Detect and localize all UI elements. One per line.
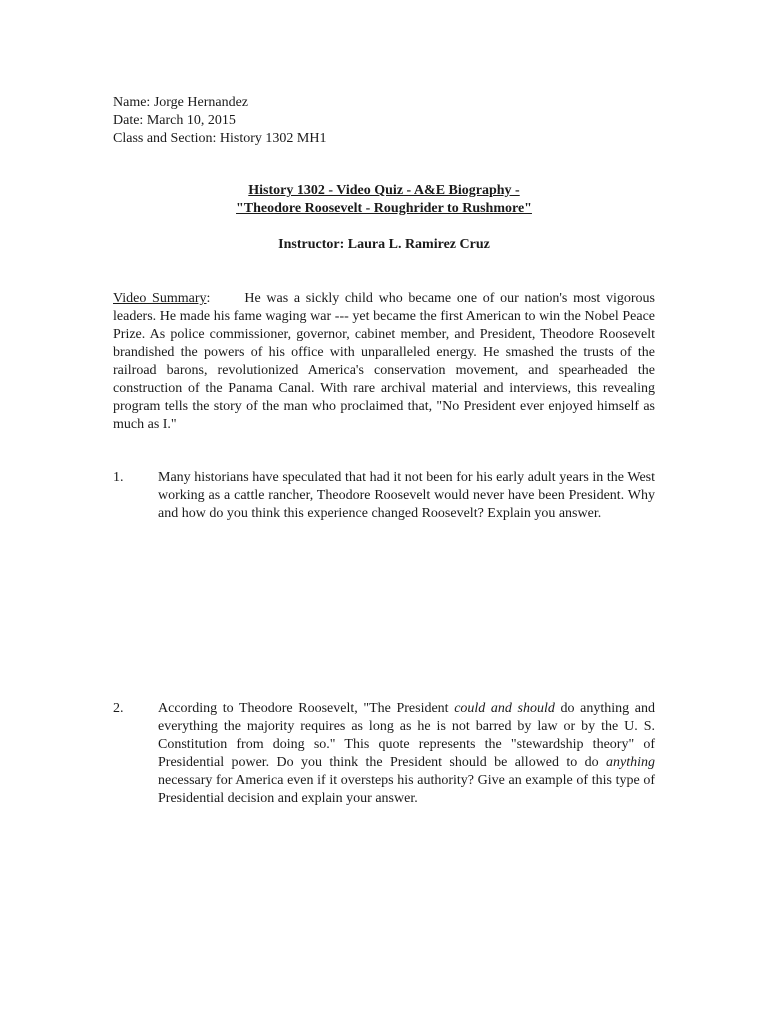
student-info — [113, 94, 673, 148]
question-number: 1. — [113, 470, 124, 485]
question-2 — [113, 700, 655, 808]
question-number: 2. — [113, 701, 124, 716]
question-text — [158, 700, 655, 808]
instructor-name: Instructor: Laura L. Ramirez Cruz — [278, 237, 490, 252]
quiz-date: Date: March 10, 2015 — [113, 113, 236, 128]
question-text-part: necessary for America even if it oversteps his authority? Give an example of this type of Presidential decision and explain your answer. — [158, 773, 655, 806]
class-section: Class and Section: History 1302 MH1 — [113, 131, 327, 146]
question-text-part: do anything and everything the majority requires as long as he is not barred by law or by the U. S. Constitution from doing so." This quote represents the "stewardship theory" of Presidential power. Do you think the President should be allowed to do — [158, 701, 655, 770]
question-text-part: According to Theodore Roosevelt, "The President — [158, 701, 455, 716]
quiz-title-line-2: "Theodore Roosevelt - Roughrider to Rushmore" — [236, 201, 532, 216]
student-name: Name: Jorge Hernandez — [113, 95, 249, 110]
question-emphasis: could and should — [454, 701, 555, 716]
question-emphasis: anything — [606, 755, 655, 770]
video-summary-text: He was a sickly child who became one of our nation's most vigorous leaders. He made his fame waging war --- yet became the first American to win the Nobel Peace Prize. As police commissioner, governor, cabinet member, and President, Theodore Roosevelt brandished the powers of his office with unparalleled energy. He smashed the trusts of the railroad barons, revolutionized America's conservation movement, and spearheaded the construction of the Panama Canal. With rare archival material and interviews, this revealing program tells the story of the man who proclaimed that, "No President ever enjoyed himself as much as I." — [113, 291, 655, 432]
quiz-title — [0, 182, 768, 218]
question-1 — [113, 469, 655, 523]
quiz-title-line-1: History 1302 - Video Quiz - A&E Biography - — [248, 183, 520, 198]
question-text: Many historians have speculated that had it not been for his early adult years in the West working as a cattle rancher, Theodore Roosevelt would never have been President. Why and how do you think this experience changed Roosevelt? Explain you answer. — [158, 470, 655, 521]
video-summary-colon: : — [206, 291, 211, 306]
video-summary — [113, 290, 655, 434]
video-summary-label: Video Summary — [113, 291, 207, 306]
